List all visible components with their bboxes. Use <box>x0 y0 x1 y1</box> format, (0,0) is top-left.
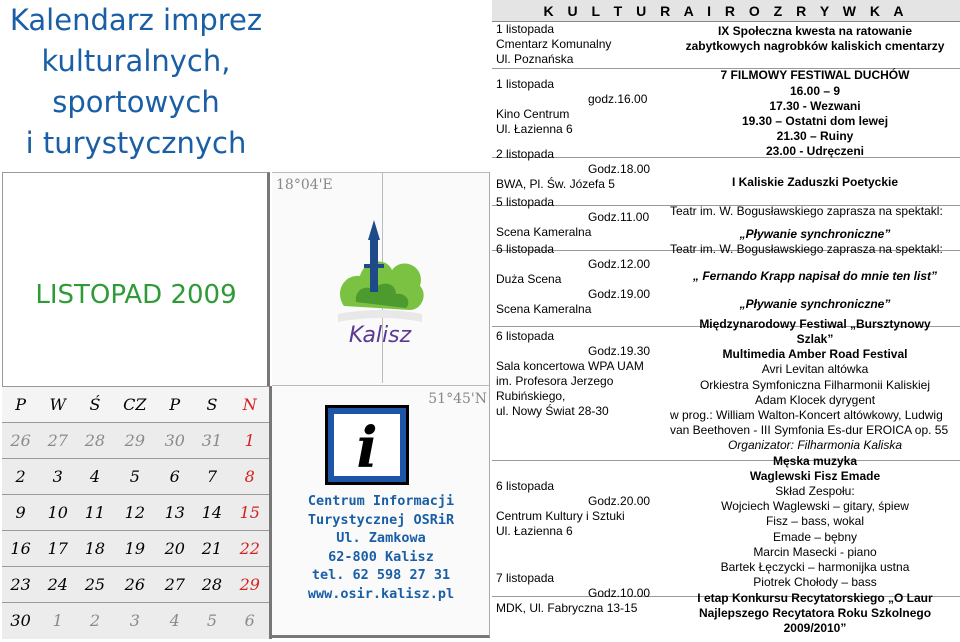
calendar-day: 30 <box>2 603 39 639</box>
event-title: „Pływanie synchroniczne” <box>739 227 891 242</box>
event-address: Ul. Poznańska <box>496 52 574 66</box>
calendar-week <box>2 567 271 603</box>
event-title: „Pływanie synchroniczne” <box>739 296 891 311</box>
calendar-day: 7 <box>193 459 230 495</box>
calendar-day: 19 <box>114 531 157 567</box>
weekday: S <box>193 387 230 423</box>
event-detail: Wojciech Waglewski – gitary, śpiew <box>721 499 909 514</box>
event-date: 1 listopada <box>496 77 555 91</box>
event-address: ul. Nowy Świat 28-30 <box>496 404 609 418</box>
longitude-label: 18°04'E <box>276 177 333 193</box>
calendar-day: 3 <box>39 459 76 495</box>
event-venue: Scena Kameralna <box>496 302 592 316</box>
event-detail: Marcin Masecki - piano <box>753 544 877 559</box>
kalisz-logo <box>330 210 430 350</box>
month-title: LISTOPAD 2009 <box>35 280 237 310</box>
event-title: Męska muzyka <box>772 453 858 468</box>
calendar-day: 1 <box>39 603 76 639</box>
calendar-day: 5 <box>193 603 230 639</box>
event-detail: Bartek Łęczycki – harmonijka ustna <box>720 560 910 575</box>
event-detail: Avri Levitan altówka <box>761 362 869 377</box>
event-title: „ Fernando Krapp napisał do mnie ten list” <box>692 269 938 284</box>
screening-line: 23.00 - Udręczeni <box>765 144 865 159</box>
calendar-day: 23 <box>2 567 39 603</box>
event-time: Godz.12.00 <box>588 257 651 271</box>
weekday: Ś <box>76 387 113 423</box>
calendar-week <box>2 603 271 639</box>
event-time: Godz.11.00 <box>588 210 650 224</box>
event-date: 1 listopada <box>496 22 555 36</box>
calendar-week <box>2 423 271 459</box>
screening-line: 19.30 – Ostatni dom lewej <box>741 114 889 129</box>
calendar-weekday-row <box>2 387 271 423</box>
event-address: Ul. Łazienna 6 <box>496 524 573 538</box>
event-venue: Duża Scena <box>496 272 562 286</box>
calendar-day: 3 <box>114 603 157 639</box>
calendar-day-sunday: 22 <box>231 531 271 567</box>
calendar-week <box>2 459 271 495</box>
event-venue: BWA, Pl. Św. Józefa 5 <box>496 177 615 191</box>
event-title: Najlepszego Recytatora Roku Szkolnego <box>698 605 932 620</box>
weekday: P <box>2 387 39 423</box>
calendar-day: 21 <box>193 531 230 567</box>
weekday: P <box>156 387 193 423</box>
event-detail: Emade – bębny <box>772 529 858 544</box>
event-venue: MDK, Ul. Fabryczna 13-15 <box>496 601 638 615</box>
calendar-day: 18 <box>76 531 113 567</box>
event-title: zabytkowych nagrobków kaliskich cmentarzy <box>685 39 945 54</box>
event-time: Godz.19.00 <box>588 287 651 301</box>
event-title: IX Społeczna kwesta na ratowanie <box>717 24 913 38</box>
screening-line: 21.30 – Ruiny <box>776 129 854 144</box>
events-table <box>492 0 960 642</box>
title-line-1: Kalendarz imprez <box>9 3 263 37</box>
calendar-day: 4 <box>156 603 193 639</box>
information-icon <box>325 405 409 485</box>
weekday: CZ <box>114 387 157 423</box>
contact-line: Centrum Informacji <box>307 493 455 509</box>
event-time: Godz.10.00 <box>588 586 651 600</box>
event-detail: Orkiestra Symfoniczna Filharmonii Kaliskiej <box>699 377 931 392</box>
event-time: Godz.18.00 <box>588 162 651 176</box>
page-title <box>0 0 272 170</box>
event-detail: Piotrek Chołody – bass <box>753 575 877 590</box>
event-time: Godz.20.00 <box>588 494 651 508</box>
event-venue: Rubińskiego, <box>496 389 566 403</box>
calendar-day: 26 <box>114 567 157 603</box>
event-title: 7 FILMOWY FESTIWAL DUCHÓW <box>720 68 910 83</box>
event-detail: Fisz – bass, wokal <box>765 514 865 529</box>
screening-line: 17.30 - Wezwani <box>769 98 861 113</box>
calendar-day: 24 <box>39 567 76 603</box>
event-title: Waglewski Fisz Emade <box>749 468 881 483</box>
contact-line: Ul. Zamkowa <box>336 530 426 546</box>
calendar-day: 25 <box>76 567 113 603</box>
calendar-week <box>2 531 271 567</box>
calendar-day: 28 <box>76 423 113 459</box>
event-title: 2009/2010” <box>783 620 847 635</box>
weekday-sunday: N <box>231 387 271 423</box>
title-line-3: i turystycznych <box>25 126 247 160</box>
event-date: 6 listopada <box>496 479 555 493</box>
event-detail: van Beethoven - III Symfonia Es-dur EROICA op. 55 <box>670 423 949 438</box>
contact-phone: tel. 62 598 27 31 <box>311 567 451 583</box>
event-intro: Teatr im. W. Bogusławskiego zaprasza na spektakl: <box>670 203 943 218</box>
contact-line: 62-800 Kalisz <box>328 548 434 565</box>
event-venue: Centrum Kultury i Sztuki <box>496 509 625 523</box>
venue-column <box>496 22 668 616</box>
calendar-day: 10 <box>39 495 76 531</box>
calendar-day: 6 <box>231 603 271 639</box>
event-detail: Adam Klocek dyrygent <box>754 392 876 407</box>
event-time: Godz.19.30 <box>588 344 651 358</box>
event-venue: Kino Centrum <box>496 107 570 121</box>
map-grid-line-horizontal <box>272 385 490 386</box>
event-time: godz.16.00 <box>588 92 648 106</box>
calendar-day: 14 <box>193 495 230 531</box>
calendar-day: 29 <box>114 423 157 459</box>
calendar-day: 28 <box>193 567 230 603</box>
event-date: 6 listopada <box>496 242 555 256</box>
event-venue: Scena Kameralna <box>496 225 592 239</box>
event-organizer: Organizator: Filharmonia Kaliska <box>727 438 903 453</box>
calendar-day: 16 <box>2 531 39 567</box>
calendar-day-sunday: 29 <box>231 567 271 603</box>
calendar-day: 27 <box>39 423 76 459</box>
event-date: 5 listopada <box>496 195 555 209</box>
event-date: 2 listopada <box>496 147 555 161</box>
calendar-day-sunday: 15 <box>231 495 271 531</box>
event-title: I Kaliskie Zaduszki Poetyckie <box>731 174 899 189</box>
event-description-column <box>670 24 960 636</box>
calendar-day: 27 <box>156 567 193 603</box>
section-header: K U L T U R A I R O Z R Y W K A <box>492 0 960 22</box>
calendar-day-sunday: 8 <box>231 459 271 495</box>
event-title: Multimedia Amber Road Festival <box>722 347 908 362</box>
calendar-day: 5 <box>114 459 157 495</box>
screening-line: 16.00 – 9 <box>789 83 841 98</box>
event-date: 7 listopada <box>496 571 555 585</box>
event-detail: Skład Zespołu: <box>775 484 855 499</box>
calendar-day: 31 <box>193 423 230 459</box>
event-title: I etap Konkursu Recytatorskiego „O Laur <box>697 590 933 605</box>
calendar-day: 17 <box>39 531 76 567</box>
month-calendar <box>2 386 272 639</box>
calendar-day: 9 <box>2 495 39 531</box>
event-venue: im. Profesora Jerzego <box>496 374 614 388</box>
event-title: Szlak” <box>796 332 834 347</box>
calendar-day: 6 <box>156 459 193 495</box>
event-venue: Sala koncertowa WPA UAM <box>496 359 644 373</box>
calendar-day: 4 <box>76 459 113 495</box>
contact-website[interactable]: www.osir.kalisz.pl <box>307 585 455 602</box>
event-address: Ul. Łazienna 6 <box>496 122 573 136</box>
calendar-day: 13 <box>156 495 193 531</box>
calendar-week <box>2 495 271 531</box>
weekday: W <box>39 387 76 423</box>
month-panel <box>2 172 270 386</box>
calendar-day: 30 <box>156 423 193 459</box>
calendar-day: 11 <box>76 495 113 531</box>
event-date: 6 listopada <box>496 329 555 343</box>
event-detail: w prog.: William Walton-Koncert altówkowy, Ludwig <box>670 408 943 423</box>
contact-line: Turystycznej OSRiR <box>307 511 455 528</box>
latitude-label: 51°45'N <box>428 391 487 407</box>
event-venue: Cmentarz Komunalny <box>496 37 612 51</box>
calendar-day: 26 <box>2 423 39 459</box>
calendar-day: 2 <box>2 459 39 495</box>
calendar-day-sunday: 1 <box>231 423 271 459</box>
logo-text: Kalisz <box>348 323 412 348</box>
calendar-day: 2 <box>76 603 113 639</box>
title-line-2: kulturalnych, sportowych <box>41 44 231 119</box>
contact-block <box>272 492 490 603</box>
event-title: Międzynarodowy Festiwal „Bursztynowy <box>699 316 931 331</box>
calendar-day: 12 <box>114 495 157 531</box>
info-letter: i <box>356 415 378 481</box>
calendar-day: 20 <box>156 531 193 567</box>
event-intro: Teatr im. W. Bogusławskiego zaprasza na spektakl: <box>670 242 943 257</box>
